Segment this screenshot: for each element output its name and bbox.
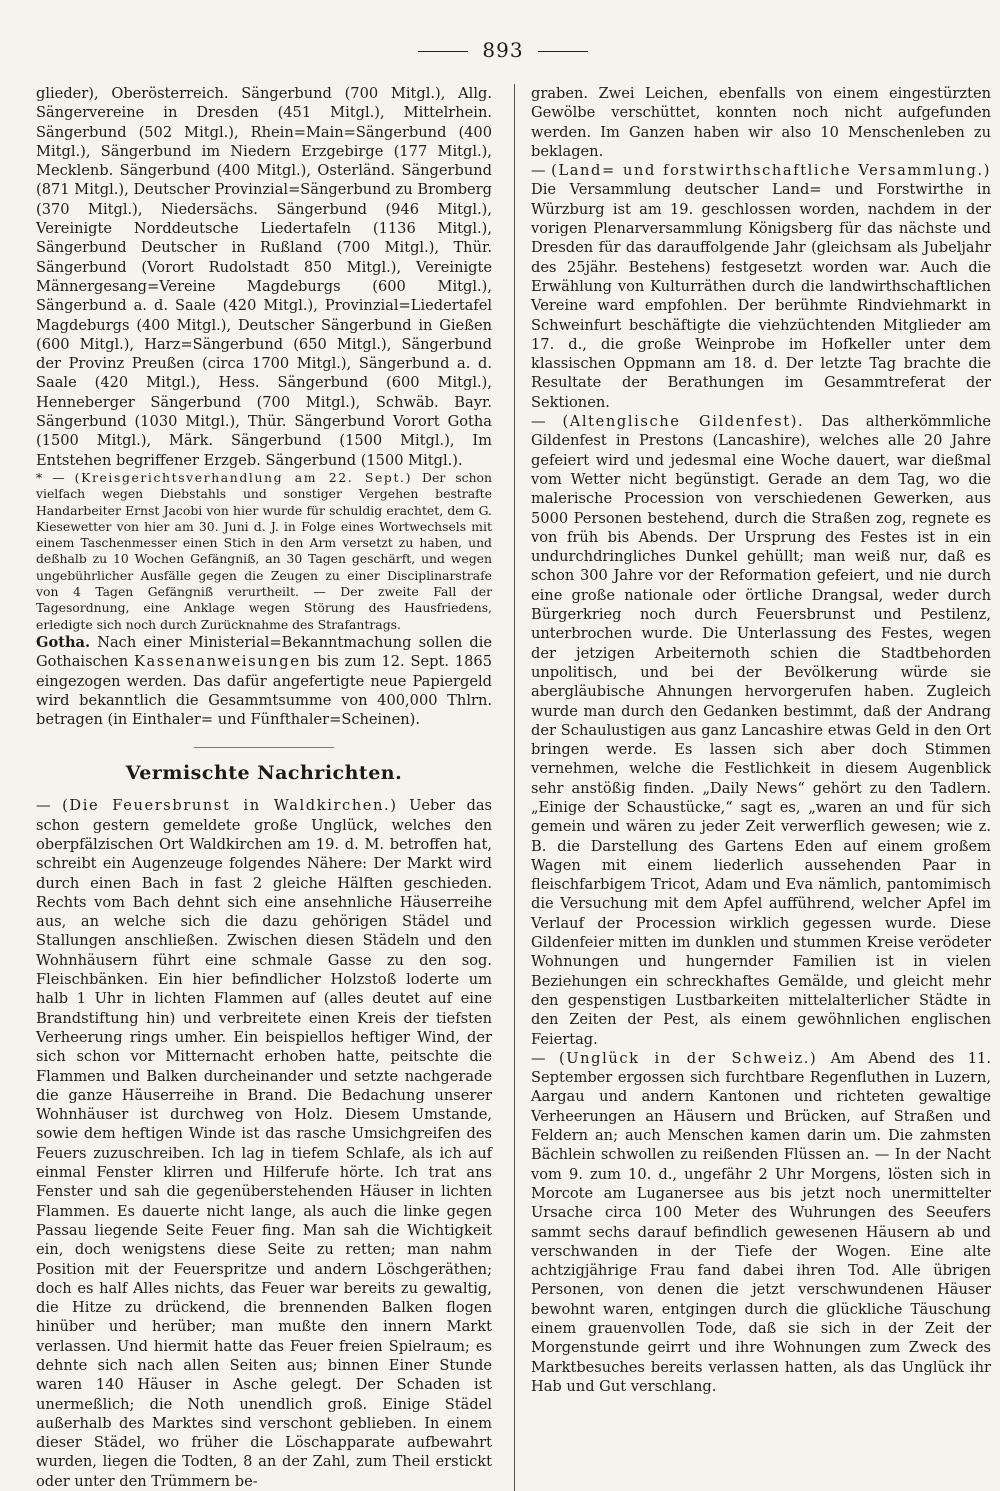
guild-festival-title: (Altenglische Gildenfest). bbox=[562, 413, 805, 431]
guild-festival-body: Das altherkömmliche Gildenfest in Prestons (Lancashire), welches alle 20 Jahre gefeiert wird und jedesmal eine Woche dauert, war dießmal vom Wetter nicht begünstigt. Gerade an dem Tag, wo die malerische Procession von verschiedenen Gewerken, aus 5000 Personen bestehend, durch die Straßen zog, regnete es von früh bis Abends. Der Ursprung des Festes ist in ein undurchdringliches Dunkel gehüllt; man weiß nur, daß es schon 300 Jahre vor der Reformation gefeiert, und nie durch eine große nationale oder örtliche Drangsal, weder durch Bürgerkrieg noch durch Feuersbrunst und Pestilenz, unterbrochen wurde. Die Unterlassung des Festes, wegen der jetzigen Arbeiternoth schien die Stadtbehorden unpolitisch, und bei der Bevölkerung würde sie abergläubische Ahnungen hervorgerufen haben. Zugleich wurde man durch den Gedanken bestimmt, daß der Andrang der Schaulustigen aus ganz Lancashire etwas Geld in den Ort bringen werde. Es lassen sich aber doch Stimmen vernehmen, welche die Festlichkeit in diesem Augenblick sehr anstößig finden. „Daily News“ gehört zu den Tadlern. „Einige der Schaustücke,“ sagt es, „waren an und für sich gemein und wären zu jeder Zeit verwerflich gewesen; wie z. B. die Darstellung des Gartens Eden auf einem großem Wagen mit einem liederlich aussehenden Paar in fleischfarbigem Tricot, Adam und Eva nämlich, pantomimisch die Versuchung mit dem Apfel aufführend, welcher Apfel im Verlauf der Procession wirklich gegessen wurde. Diese Gildenfeier mitten im dunklen und stummen Kreise verödeter Wohnungen und hungernder Familien ist in vielen Beziehungen ein schreckhaftes Gemälde, und gleicht mehr den gespenstigen Lustbarkeiten mittelalterlicher Städte in den Zeiten der Pest, als einem gewöhnlichen englischen Feiertag. bbox=[531, 413, 992, 1048]
section-heading-text: Vermischte Nachrichten. bbox=[125, 762, 403, 785]
page-number: 893 bbox=[482, 38, 524, 62]
swiss-disaster-paragraph bbox=[531, 1049, 991, 1396]
fire-continuation-paragraph: graben. Zwei Leichen, ebenfalls von einem eingestürzten Gewölbe verschüttet, konnten noch nicht aufgefunden werden. Im Ganzen haben wir also 10 Menschenleben zu beklagen. bbox=[531, 85, 991, 160]
gotha-body-2: bis zum 12. Sept. 1865 eingezogen werden. Das dafür angefertigte neue Papiergeld wird bekanntlich die Gesammtsumme von 400,000 Thlrn. betragen (in Einthaler= und Fünfthaler=Scheinen). bbox=[36, 653, 493, 729]
court-prefix: * — bbox=[36, 469, 75, 485]
right-column bbox=[514, 84, 991, 1491]
agriculture-body: Die Versammlung deutscher Land= und Forstwirthe in Würzburg ist am 19. geschlossen worden, nachdem in der vorigen Plenarversammlung Königsberg für das nächste und Dresden für das darauffolgende Jahr (gleichsam als Jubeljahr des 25jähr. Bestehens) festgesetzt worden war. Auch die Erwählung von Kulturräthen durch die landwirthschaftlichen Vereine ward empfohlen. Der berühmte Rindviehmarkt in Schweinfurt beschäftigte die viehzüchtenden Mitglieder am 17. d., die große Weinprobe im Hofkeller unter dem klassischen Oppmann am 18. d. Der letzte Tag brachte die Resultate der Berathungen im Gesammtreferat der Sektionen. bbox=[531, 181, 991, 411]
text-columns bbox=[36, 84, 992, 1491]
agri-prefix: — bbox=[531, 162, 552, 180]
header-rule-right bbox=[538, 51, 588, 52]
agriculture-paragraph bbox=[531, 161, 991, 412]
guild-prefix: — bbox=[531, 413, 563, 431]
section-separator bbox=[194, 747, 334, 748]
court-report-body: Der schon vielfach wegen Diebstahls und sonstiger Vergehen bestrafte Handarbeiter Ernst Jacobi von hier wurde für schuldig erachtet, dem G. Kiesewetter von hier am 30. Juni d. J. in Folge eines Wortwechsels mit einem Taschenmesser einen Stich in den Arm versetzt zu haben, und deßhalb zu 10 Wochen Gefängniß, an 30 Tagen geschärft, und wegen ungebührlicher Ausfälle gegen die Zeugen zu einer Disciplinarstrafe von 4 Tagen Gefängniß verurtheilt. — Der zweite Fall der Tagesordnung, eine Anklage wegen Störung des Hausfriedens, erledigte sich noch durch Zurücknahme des Strafantrags. bbox=[36, 469, 493, 632]
gotha-spaced-word: Kassenanweisungen bbox=[134, 653, 312, 671]
fire-report-paragraph bbox=[36, 796, 492, 1491]
guild-festival-paragraph bbox=[531, 412, 991, 1049]
swiss-disaster-title: (Unglück in der Schweiz.) bbox=[558, 1049, 818, 1067]
court-report-paragraph bbox=[36, 470, 492, 633]
court-report-title: (Kreisgerichtsverhandlung am 22. Sept.) bbox=[74, 469, 413, 485]
left-column bbox=[36, 84, 492, 1491]
swiss-prefix: — bbox=[531, 1049, 559, 1067]
singers-list-paragraph: glieder), Oberösterreich. Sängerbund (700 Mitgl.), Allg. Sängervereine in Dresden (451 Mitgl.), Mittelrhein. Sängerbund (502 Mitgl.), Rhein=Main=Sängerbund (400 Mitgl.), Sängerbund im Niedern Erzgebirge (177 Mitgl.), Mecklenb. Sängerbund (400 Mitgl.), Osterländ. Sängerbund (871 Mitgl.), Deutscher Provinzial=Sängerbund zu Bromberg (370 Mitgl.), Niedersächs. Sängerbund (946 Mitgl.), Vereinigte Norddeutsche Liedertafeln (1136 Mitgl.), Sängerbund Deutscher in Rußland (700 Mitgl.), Thür. Sängerbund (Vorort Rudolstadt 850 Mitgl.), Vereinigte Männergesang=Vereine Magdeburgs (600 Mitgl.), Sängerbund a. d. Saale (420 Mitgl.), Provinzial=Liedertafel Magdeburgs (400 Mitgl.), Deutscher Sängerbund in Gießen (600 Mitgl.), Harz=Sängerbund (650 Mitgl.), Sängerbund der Provinz Preußen (circa 1700 Mitgl.), Sängerbund a. d. Saale (420 Mitgl.), Hess. Sängerbund (600 Mitgl.), Henneberger Sängerbund (700 Mitgl.), Schwäb. Bayr. Sängerbund (1030 Mitgl.), Thür. Sängerbund Vorort Gotha (1500 Mitgl.), Märk. Sängerbund (1500 Mitgl.), Im Entstehen begriffener Erzgeb. Sängerbund (1500 Mitgl.). bbox=[36, 85, 492, 469]
swiss-disaster-body: Am Abend des 11. September ergossen sich furchtbare Regenfluthen in Luzern, Aargau und andern Kantonen und richteten gewaltige Verheerungen an Häusern und Brücken, auf Straßen und Feldern an; auch Menschen kamen darin um. Die zahmsten Bächlein schwollen zu reißenden Flüssen an. — In der Nacht vom 9. zum 10. d., ungefähr 2 Uhr Morgens, lösten sich in Morcote am Luganersee aus bis jetzt noch unermittelter Ursache circa 100 Meter des Wuhrungen des Seeufers sammt sechs darauf befindlich gewesenen Häusern ab und verschwanden in der Tiefe der Wogen. Eine alte achtzigjährige Frau fand dabei ihren Tod. Alle übrigen Personen, von denen die jetzt verschwundenen Häuser bewohnt waren, entgingen durch die glückliche Täuschung einem grauenvollen Tode, daß sie sich in der Zeit der Morgenstunde geirrt und ihre Wohnungen zum Zweck des Marktbesuches bereits verlassen hatten, als das Unglück ihr Hab und Gut verschlang. bbox=[531, 1049, 991, 1395]
agriculture-title: (Land= und forstwirthschaftliche Versammlung.) bbox=[551, 162, 991, 180]
section-heading bbox=[36, 747, 492, 784]
header-rule-left bbox=[418, 51, 468, 52]
gotha-paragraph bbox=[36, 633, 492, 729]
fire-prefix: — bbox=[36, 797, 63, 815]
fire-report-title: (Die Feuersbrunst in Waldkirchen.) bbox=[62, 797, 398, 815]
gotha-label: Gotha. bbox=[36, 633, 91, 651]
gotha-body-1: Nach einer Ministerial=Bekanntmachung sollen die Gothaischen bbox=[36, 633, 492, 671]
fire-report-body: Ueber das schon gestern gemeldete große Unglück, welches den oberpfälzischen Ort Waldkirchen am 19. d. M. betroffen hat, schreibt ein Augenzeuge folgendes Nähere: Der Markt wird durch einen Bach in fast 2 gleiche Hälften geschieden. Rechts vom Bach dehnt sich eine ansehnliche Häuserreihe aus, an welche sich die dazu gehörigen Städel und Stallungen anschließen. Zwischen diesen Städeln und den Wohnhäusern führt eine schmale Gasse zu den sog. Fleischbänken. Ein hier befindlicher Holzstoß loderte um halb 1 Uhr in lichten Flammen auf (alles deutet auf eine Brandstiftung hin) und verbreitete einen Kreis der tiefsten Verheerung rings umher. Ein beispiellos heftiger Wind, der sich schon vor Mitternacht erhoben hatte, peitschte die Flammen und Balken durcheinander und setzte nachgerade die ganze Häuserreihe in Brand. Die Bedachung unserer Wohnhäuser ist durchweg von Holz. Diesem Umstande, sowie dem heftigen Winde ist das rasche Umsichgreifen des Feuers zuzuschreiben. Ich lag in tiefem Schlafe, als ich auf einmal Fenster klirren und Hilferufe hörte. Ich trat ans Fenster und sah die gegenüberstehenden Häuser in lichten Flammen. Es dauerte nicht lange, als auch die linke gegen Passau liegende Seite Feuer fing. Man sah die Wichtigkeit ein, doch wenigstens diese Seite zu retten; man nahm Position mit der Feuerspritze und andern Löschgeräthen; doch es half Alles nichts, das Feuer war bereits zu gewaltig, die Hitze zu drückend, die brennenden Balken flogen hinüber und herüber; man mußte den innern Markt verlassen. Und hiermit hatte das Feuer freien Spielraum; es dehnte sich nach allen Seiten aus; binnen Einer Stunde waren 140 Häuser in Asche gelegt. Der Schaden ist unermeßlich; die Noth unendlich groß. Einige Städel außerhalb des Marktes sind verschont geblieben. In einem dieser Städel, wo früher die Löschapparate aufbewahrt wurden, liegen die Todten, 8 an der Zahl, zum Theil erstickt oder unter den Trümmern be- bbox=[36, 797, 493, 1490]
page-header bbox=[36, 38, 970, 62]
